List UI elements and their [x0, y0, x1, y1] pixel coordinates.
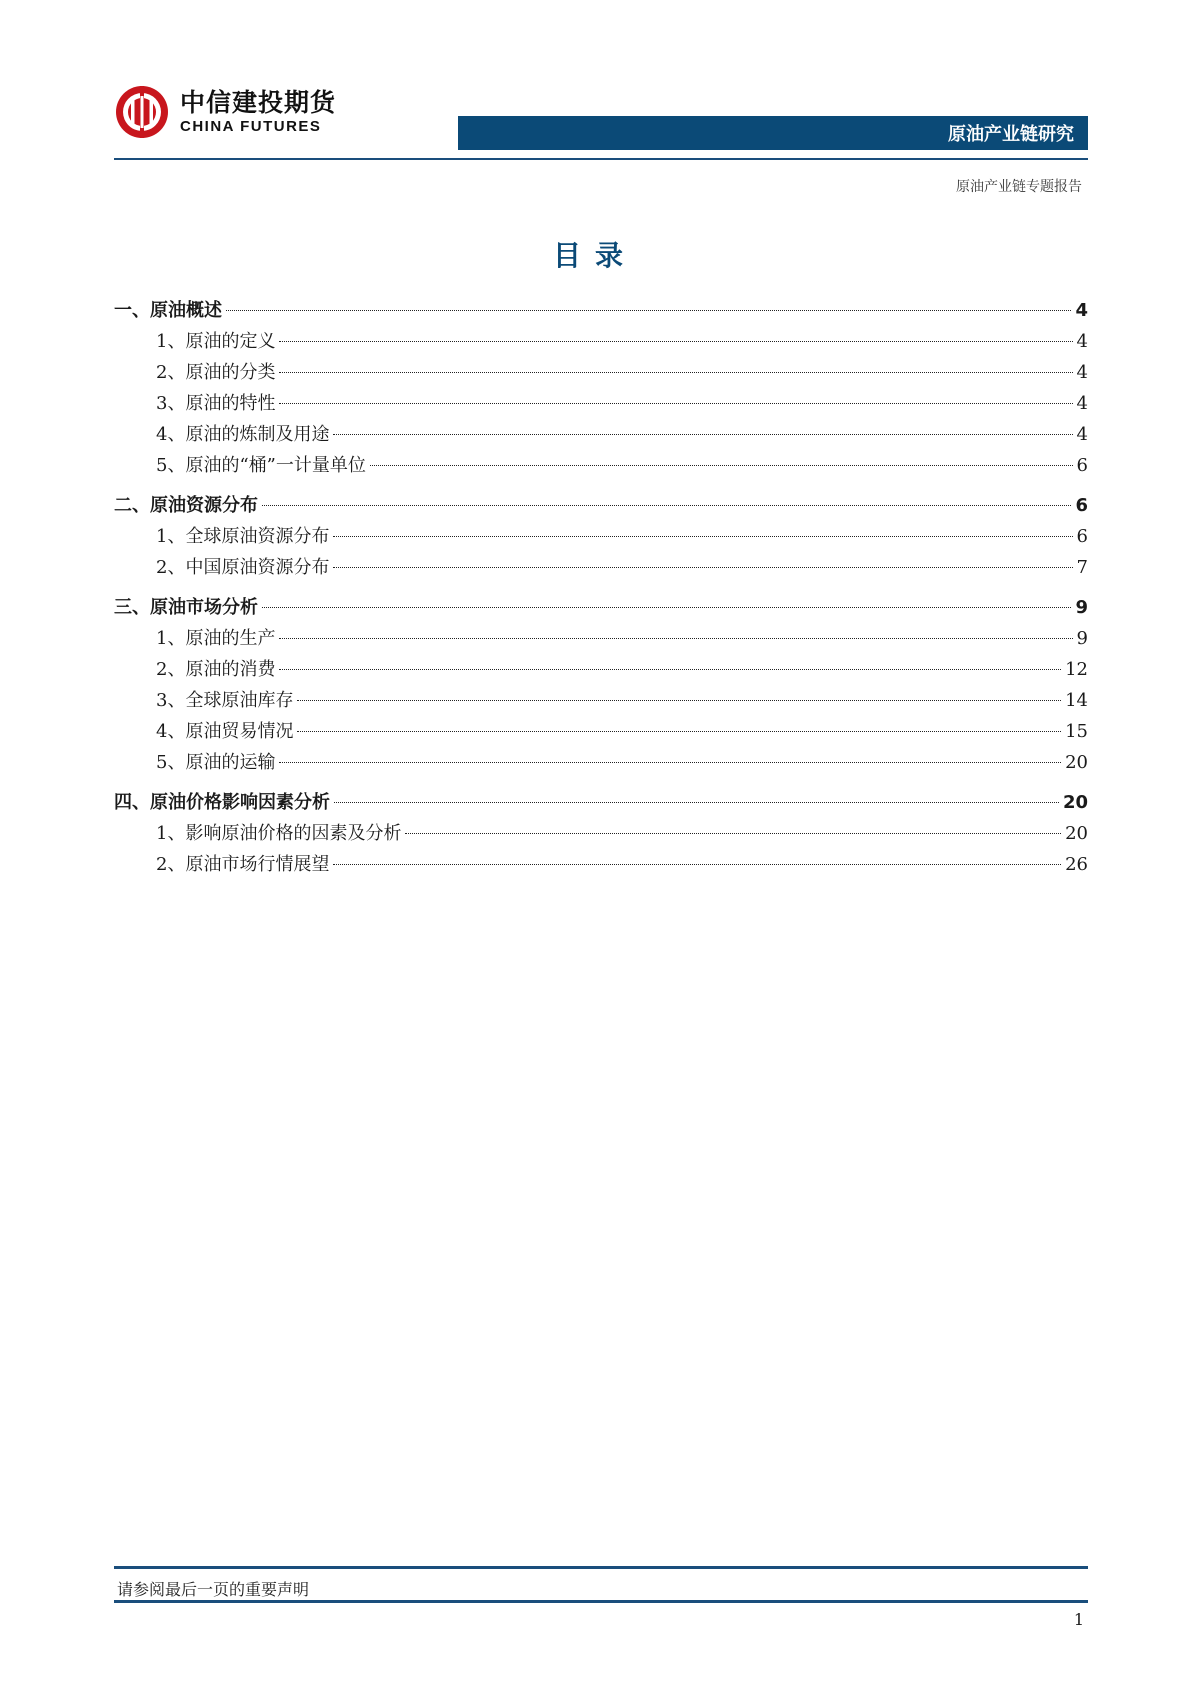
toc-section-page: 6: [1075, 495, 1088, 516]
footer-divider-top: [114, 1566, 1088, 1569]
toc-item-label: 1、原油的定义: [156, 331, 276, 352]
page-number: 1: [1073, 1610, 1084, 1629]
toc-leader-dots: [262, 607, 1071, 608]
toc-leader-dots: [334, 802, 1059, 803]
citic-logo-icon: [114, 84, 170, 140]
toc-item-page: 15: [1065, 721, 1088, 742]
toc-item[interactable]: [114, 655, 1088, 686]
toc-item[interactable]: [114, 717, 1088, 748]
toc-section-page: 20: [1062, 792, 1088, 813]
toc-leader-dots: [279, 403, 1072, 404]
logo-chinese-name: 中信建投期货: [180, 88, 337, 117]
toc-item[interactable]: [114, 624, 1088, 655]
toc-item-label: 1、原油的生产: [156, 628, 276, 649]
toc-leader-dots: [279, 669, 1061, 670]
toc-item[interactable]: [114, 850, 1088, 881]
toc-leader-dots: [279, 762, 1061, 763]
toc-item-label: 5、原油的运输: [156, 752, 276, 773]
toc-item-page: 20: [1065, 752, 1088, 773]
toc-section[interactable]: [114, 593, 1088, 624]
toc-item-label: 2、原油的分类: [156, 362, 276, 383]
toc-item-page: 4: [1076, 393, 1088, 414]
toc-item-label: 2、中国原油资源分布: [156, 557, 330, 578]
toc-item-page: 7: [1076, 557, 1088, 578]
toc-leader-dots: [279, 341, 1072, 342]
header-banner: 原油产业链研究: [458, 116, 1088, 150]
toc-item-page: 12: [1065, 659, 1088, 680]
toc-item[interactable]: [114, 819, 1088, 850]
toc-item-page: 9: [1076, 628, 1088, 649]
toc-item-label: 1、影响原油价格的因素及分析: [156, 823, 402, 844]
footer-divider-bottom: [114, 1600, 1088, 1603]
toc-section-page: 4: [1075, 300, 1088, 321]
report-subtitle: 原油产业链专题报告: [956, 179, 1082, 195]
toc-title: 目录: [552, 239, 637, 272]
toc-item-page: 26: [1065, 854, 1088, 875]
toc-section-label: 二、原油资源分布: [114, 495, 258, 516]
toc-leader-dots: [333, 567, 1072, 568]
toc-leader-dots: [297, 700, 1061, 701]
toc-item[interactable]: [114, 327, 1088, 358]
company-logo: [114, 84, 336, 140]
toc-item-label: 2、原油的消费: [156, 659, 276, 680]
toc-section-label: 三、原油市场分析: [114, 597, 258, 618]
toc-item[interactable]: [114, 686, 1088, 717]
toc-item-label: 5、原油的“桶”一计量单位: [156, 455, 366, 476]
toc-item[interactable]: [114, 522, 1088, 553]
toc-section[interactable]: [114, 491, 1088, 522]
toc-leader-dots: [279, 372, 1072, 373]
disclaimer-note: 请参阅最后一页的重要声明: [117, 1580, 310, 1599]
toc-item-page: 14: [1065, 690, 1088, 711]
toc-leader-dots: [333, 434, 1072, 435]
toc-leader-dots: [405, 833, 1061, 834]
toc-item-page: 4: [1076, 362, 1088, 383]
toc-item[interactable]: [114, 748, 1088, 779]
toc-section-page: 9: [1075, 597, 1088, 618]
toc-section[interactable]: [114, 788, 1088, 819]
toc-item-page: 6: [1076, 455, 1088, 476]
toc-item-label: 3、全球原油库存: [156, 690, 294, 711]
toc-leader-dots: [333, 536, 1072, 537]
toc-item[interactable]: [114, 451, 1088, 482]
toc-item-label: 3、原油的特性: [156, 393, 276, 414]
toc-leader-dots: [333, 864, 1061, 865]
toc-item-label: 4、原油的炼制及用途: [156, 424, 330, 445]
toc-leader-dots: [370, 465, 1073, 466]
toc-item[interactable]: [114, 553, 1088, 584]
toc-item-page: 4: [1076, 331, 1088, 352]
toc-item-label: 2、原油市场行情展望: [156, 854, 330, 875]
toc-item-label: 1、全球原油资源分布: [156, 526, 330, 547]
logo-english-name: CHINA FUTURES: [180, 118, 322, 135]
toc-leader-dots: [226, 310, 1071, 311]
toc-item-page: 20: [1065, 823, 1088, 844]
table-of-contents: [114, 296, 1088, 881]
toc-item[interactable]: [114, 389, 1088, 420]
toc-section-label: 四、原油价格影响因素分析: [114, 792, 330, 813]
toc-item-label: 4、原油贸易情况: [156, 721, 294, 742]
header-divider: [114, 158, 1088, 160]
toc-section[interactable]: [114, 296, 1088, 327]
toc-item-page: 4: [1076, 424, 1088, 445]
toc-item[interactable]: [114, 420, 1088, 451]
toc-item[interactable]: [114, 358, 1088, 389]
toc-leader-dots: [297, 731, 1061, 732]
toc-leader-dots: [262, 505, 1071, 506]
toc-item-page: 6: [1076, 526, 1088, 547]
toc-leader-dots: [279, 638, 1072, 639]
toc-section-label: 一、原油概述: [114, 300, 222, 321]
